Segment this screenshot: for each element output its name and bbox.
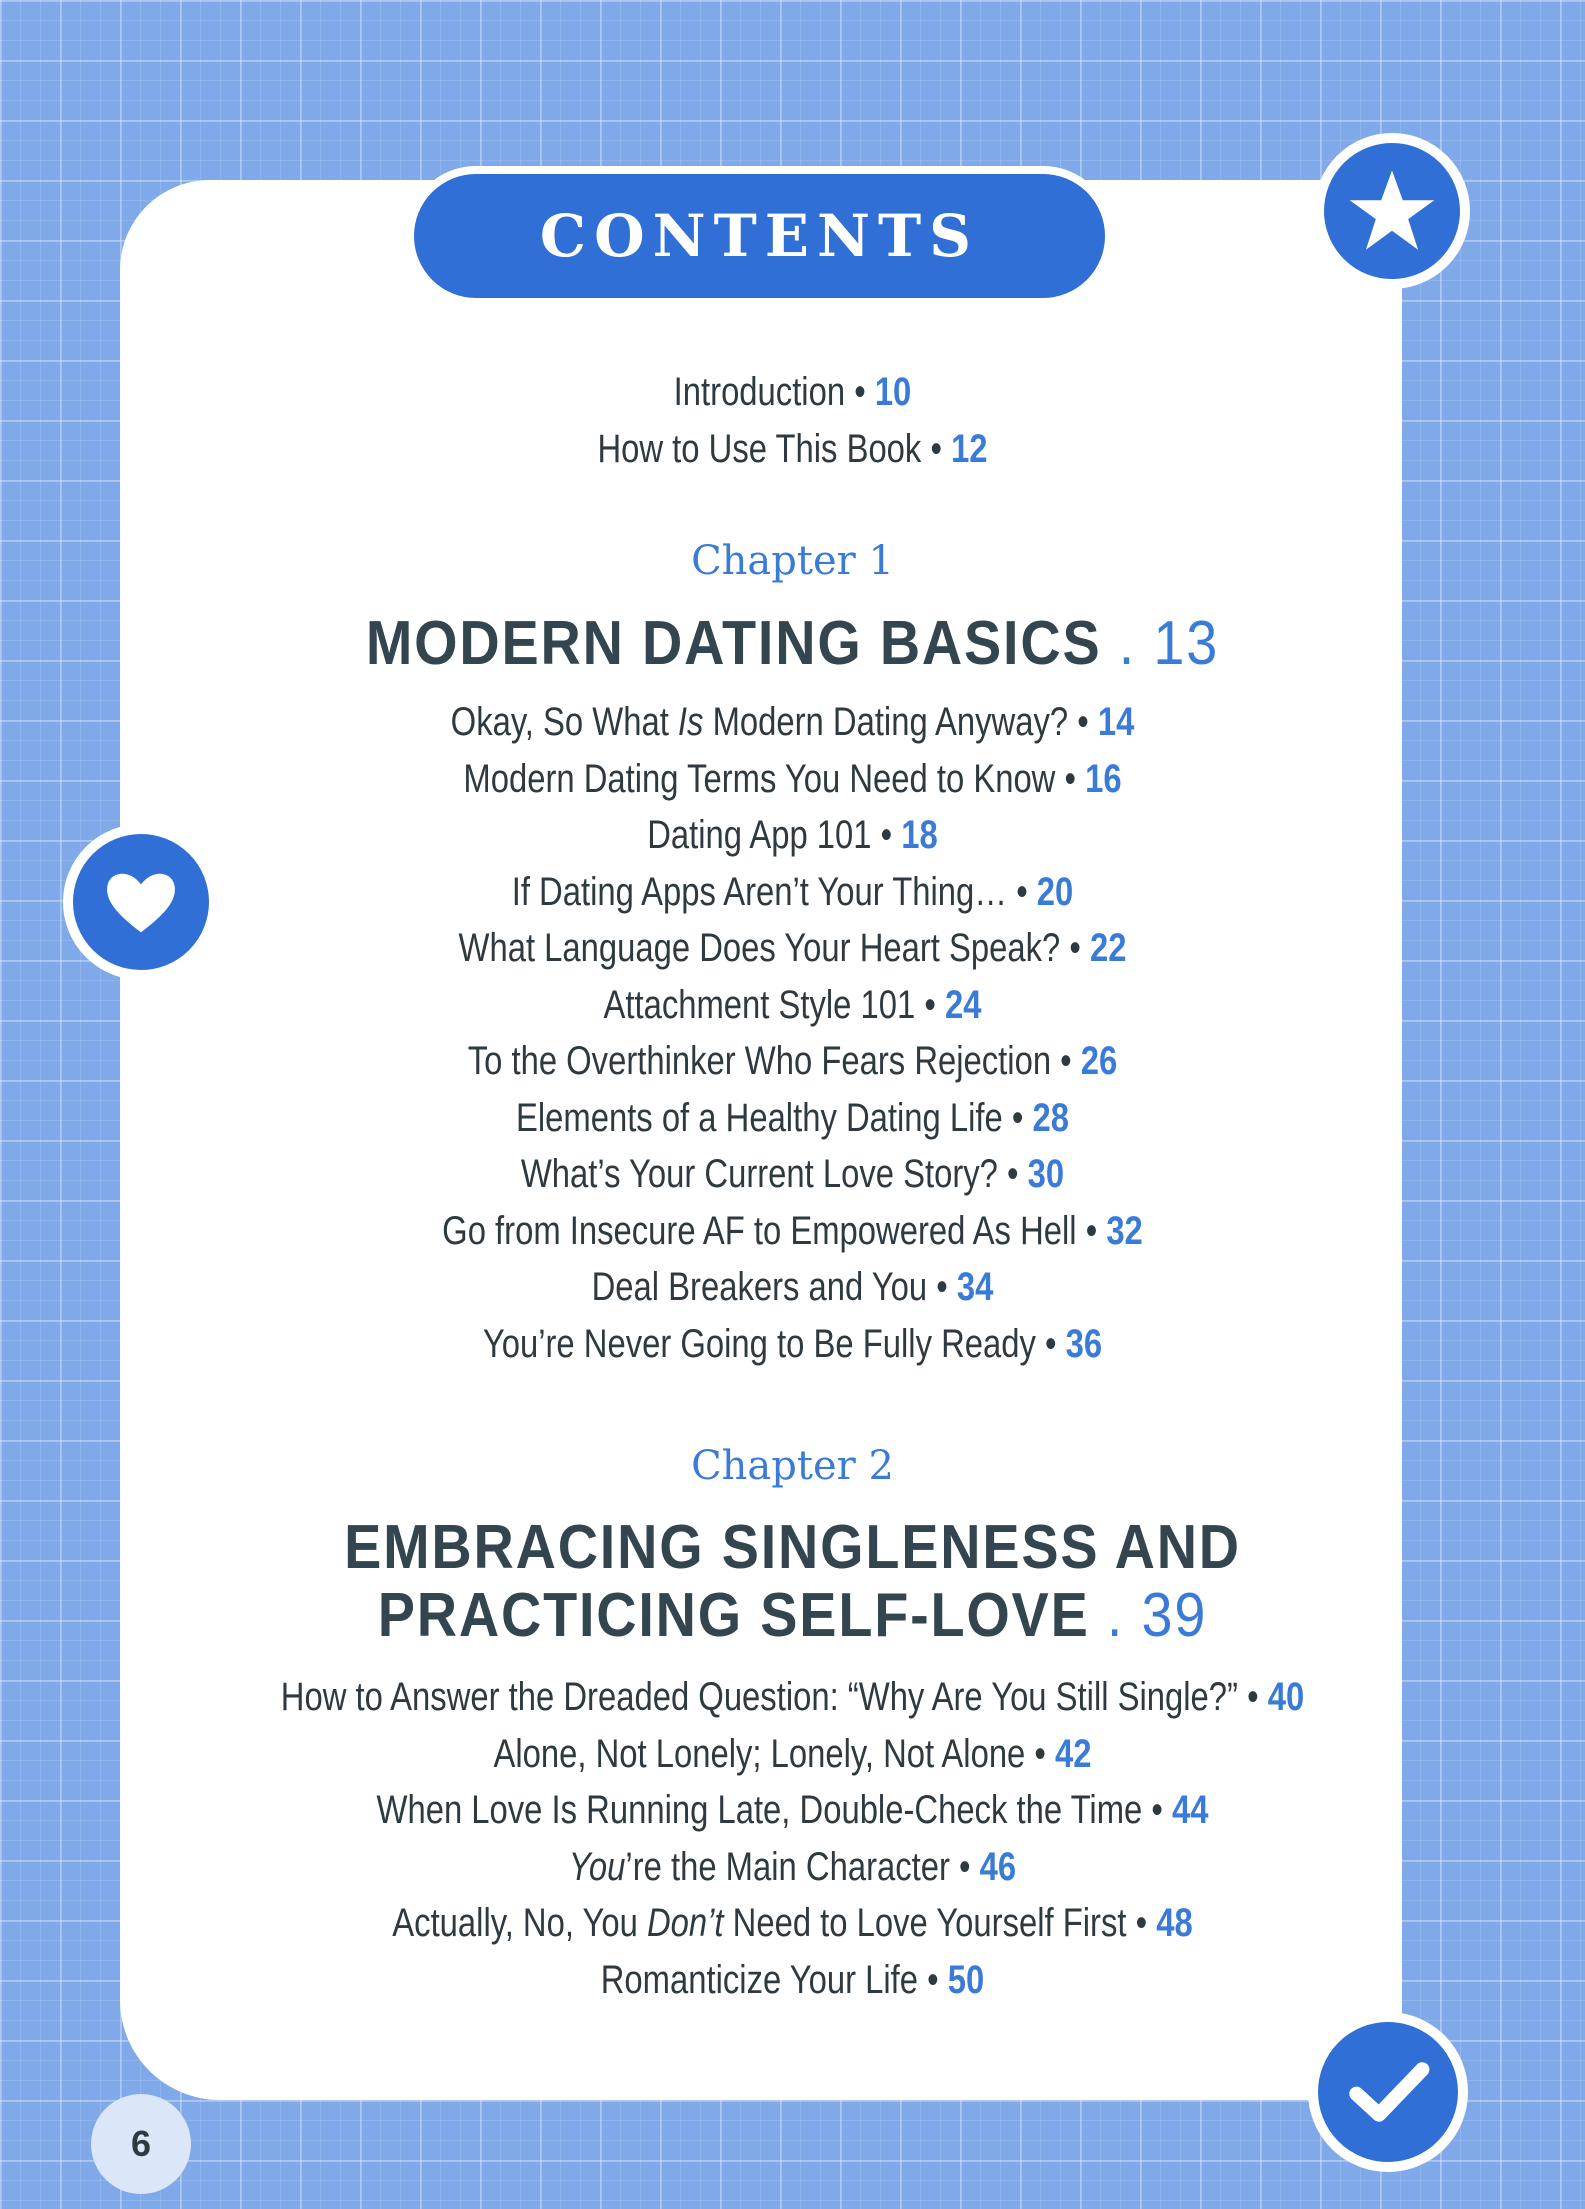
toc-entry <box>143 1152 1443 1197</box>
toc-entry <box>143 870 1443 915</box>
entry-page-number: 42 <box>1055 1731 1092 1776</box>
separator-dot: • <box>936 1265 948 1309</box>
entry-title-post: Need to Love Yourself First <box>723 1901 1127 1945</box>
toc-entry <box>143 1265 1443 1310</box>
entry-page-number: 46 <box>979 1844 1017 1889</box>
checkmark-icon <box>1343 2047 1433 2137</box>
entry-page-number: 32 <box>1106 1208 1143 1253</box>
page-number: 6 <box>91 2094 191 2194</box>
toc-entry <box>143 1209 1443 1254</box>
entry-title <box>569 1845 950 1889</box>
entry-title-pre: Alone, Not Lonely; Lonely, Not Alone <box>493 1731 1026 1776</box>
entry-page-number: 48 <box>1156 1901 1193 1945</box>
entry-title-pre: Elements of a Healthy Dating Life <box>515 1095 1003 1140</box>
entry-page-number: 26 <box>1080 1039 1118 1083</box>
separator-dot: • <box>1045 1321 1057 1366</box>
entry-title <box>592 1265 928 1309</box>
entry-title-pre: Go from Insecure AF to Empowered As Hell <box>442 1208 1077 1253</box>
toc-entry <box>143 1732 1443 1777</box>
entry-title-em: Don’t <box>646 1901 724 1945</box>
page-title: CONTENTS <box>539 202 980 270</box>
star-icon <box>1347 166 1437 256</box>
entry-title: Introduction <box>673 370 846 414</box>
separator-dot: • <box>854 370 866 414</box>
entry-title <box>459 926 1061 970</box>
chapter-title <box>79 608 1506 679</box>
check-badge <box>1308 2012 1468 2172</box>
toc-entry <box>143 700 1443 745</box>
separator-dot: • <box>1069 926 1081 970</box>
entry-page-number: 18 <box>901 813 938 857</box>
title-separator: . <box>1106 1581 1125 1650</box>
separator-dot: • <box>1151 1788 1163 1832</box>
entry-page-number: 28 <box>1032 1095 1070 1140</box>
entry-title <box>468 1039 1051 1083</box>
entry-title-pre: Dating App 101 <box>647 813 872 857</box>
chapter-title-text: EMBRACING SINGLENESS AND <box>344 1513 1241 1582</box>
separator-dot: • <box>1085 1208 1098 1253</box>
chapter-page-number: 39 <box>1141 1581 1208 1650</box>
toc-entry <box>143 926 1443 971</box>
chapter-title-text: PRACTICING SELF-LOVE <box>377 1581 1090 1650</box>
entry-title-post: Modern Dating Anyway? <box>703 700 1069 744</box>
entry-title-pre: When Love Is Running Late, Double-Check the Time <box>376 1788 1143 1832</box>
entry-title-pre: Deal Breakers and You <box>591 1265 928 1309</box>
toc-entry <box>143 1788 1443 1833</box>
entry-title <box>442 1209 1076 1253</box>
toc-entry <box>143 370 1443 415</box>
chapter-page-number: 13 <box>1153 609 1220 678</box>
entry-title <box>521 1152 998 1196</box>
entry-page-number: 14 <box>1097 700 1135 744</box>
entry-title <box>512 870 1007 914</box>
entry-page-number: 16 <box>1085 756 1122 801</box>
entry-title <box>463 757 1055 801</box>
separator-dot: • <box>1247 1675 1259 1719</box>
entry-title-pre: Attachment Style 101 <box>603 982 916 1027</box>
separator-dot: • <box>1007 1152 1019 1196</box>
title-separator: . <box>1118 609 1137 678</box>
entry-title-pre: Actually, No, You <box>392 1901 647 1945</box>
separator-dot: • <box>1060 1039 1072 1083</box>
separator-dot: • <box>1064 756 1076 801</box>
entry-page-number: 50 <box>947 1957 985 2002</box>
entry-title-post: ’re the Main Character <box>625 1844 950 1889</box>
entry-title <box>516 1096 1003 1140</box>
separator-dot: • <box>1016 869 1028 914</box>
separator-dot: • <box>1077 700 1089 744</box>
entry-page-number: 36 <box>1065 1321 1103 1366</box>
entry-title <box>451 700 1068 744</box>
separator-dot: • <box>880 813 893 857</box>
entry-title-pre: Okay, So What <box>450 700 678 744</box>
entry-page-number: 44 <box>1172 1788 1209 1832</box>
separator-dot: • <box>927 1957 939 2002</box>
separator-dot: • <box>959 1844 971 1889</box>
entry-title-pre: What’s Your Current Love Story? <box>520 1152 998 1196</box>
entry-title-em: Is <box>677 700 704 744</box>
entry-page-number: 40 <box>1267 1675 1305 1719</box>
entry-title <box>601 1958 918 2002</box>
entry-title-pre: If Dating Apps Aren’t Your Thing… <box>511 869 1008 914</box>
entry-page-number: 24 <box>945 982 982 1027</box>
entry-page-number: 12 <box>951 427 988 471</box>
entry-title <box>281 1675 1238 1719</box>
entry-title <box>647 813 871 857</box>
chapter-title <box>79 1512 1506 1583</box>
entry-page-number: 22 <box>1090 926 1127 970</box>
entry-title <box>377 1788 1143 1832</box>
toc-entry <box>143 427 1443 472</box>
entry-title <box>392 1901 1126 1945</box>
entry-title-em: You <box>568 1844 626 1889</box>
entry-title-pre: What Language Does Your Heart Speak? <box>458 926 1061 970</box>
star-badge <box>1314 133 1470 289</box>
entry-page-number: 10 <box>874 370 912 414</box>
contents-header <box>406 166 1113 306</box>
toc-entry <box>143 757 1443 802</box>
toc-entry <box>143 1845 1443 1890</box>
chapter-label: Chapter 1 <box>691 538 894 584</box>
entry-page-number: 20 <box>1036 869 1074 914</box>
separator-dot: • <box>1011 1095 1024 1140</box>
toc-entry <box>143 813 1443 858</box>
entry-title-pre: Romanticize Your Life <box>600 1957 919 2002</box>
entry-title <box>603 983 915 1027</box>
separator-dot: • <box>1135 1901 1148 1945</box>
entry-title-pre: Modern Dating Terms You Need to Know <box>463 756 1056 801</box>
toc-entry <box>143 1958 1443 2003</box>
separator-dot: • <box>924 982 936 1027</box>
entry-title <box>493 1732 1025 1776</box>
toc-entry <box>143 1039 1443 1084</box>
entry-title: How to Use This Book <box>597 427 922 471</box>
entry-title-pre: To the Overthinker Who Fears Rejection <box>467 1039 1052 1083</box>
chapter-title-text: MODERN DATING BASICS <box>365 609 1102 678</box>
toc-entry <box>143 1322 1443 1367</box>
separator-dot: • <box>930 427 942 471</box>
toc-entry <box>143 1901 1443 1946</box>
entry-page-number: 30 <box>1027 1152 1065 1196</box>
separator-dot: • <box>1034 1731 1046 1776</box>
entry-title <box>483 1322 1036 1366</box>
toc-entry <box>143 1675 1443 1720</box>
toc-entry <box>143 1096 1443 1141</box>
toc-entry <box>143 983 1443 1028</box>
chapter-label: Chapter 2 <box>691 1443 894 1489</box>
entry-title-pre: How to Answer the Dreaded Question: “Why Are You Still Single?” <box>280 1675 1238 1719</box>
entry-title-pre: You’re Never Going to Be Fully Ready <box>482 1321 1036 1366</box>
chapter-title <box>79 1580 1506 1651</box>
entry-page-number: 34 <box>956 1265 994 1309</box>
